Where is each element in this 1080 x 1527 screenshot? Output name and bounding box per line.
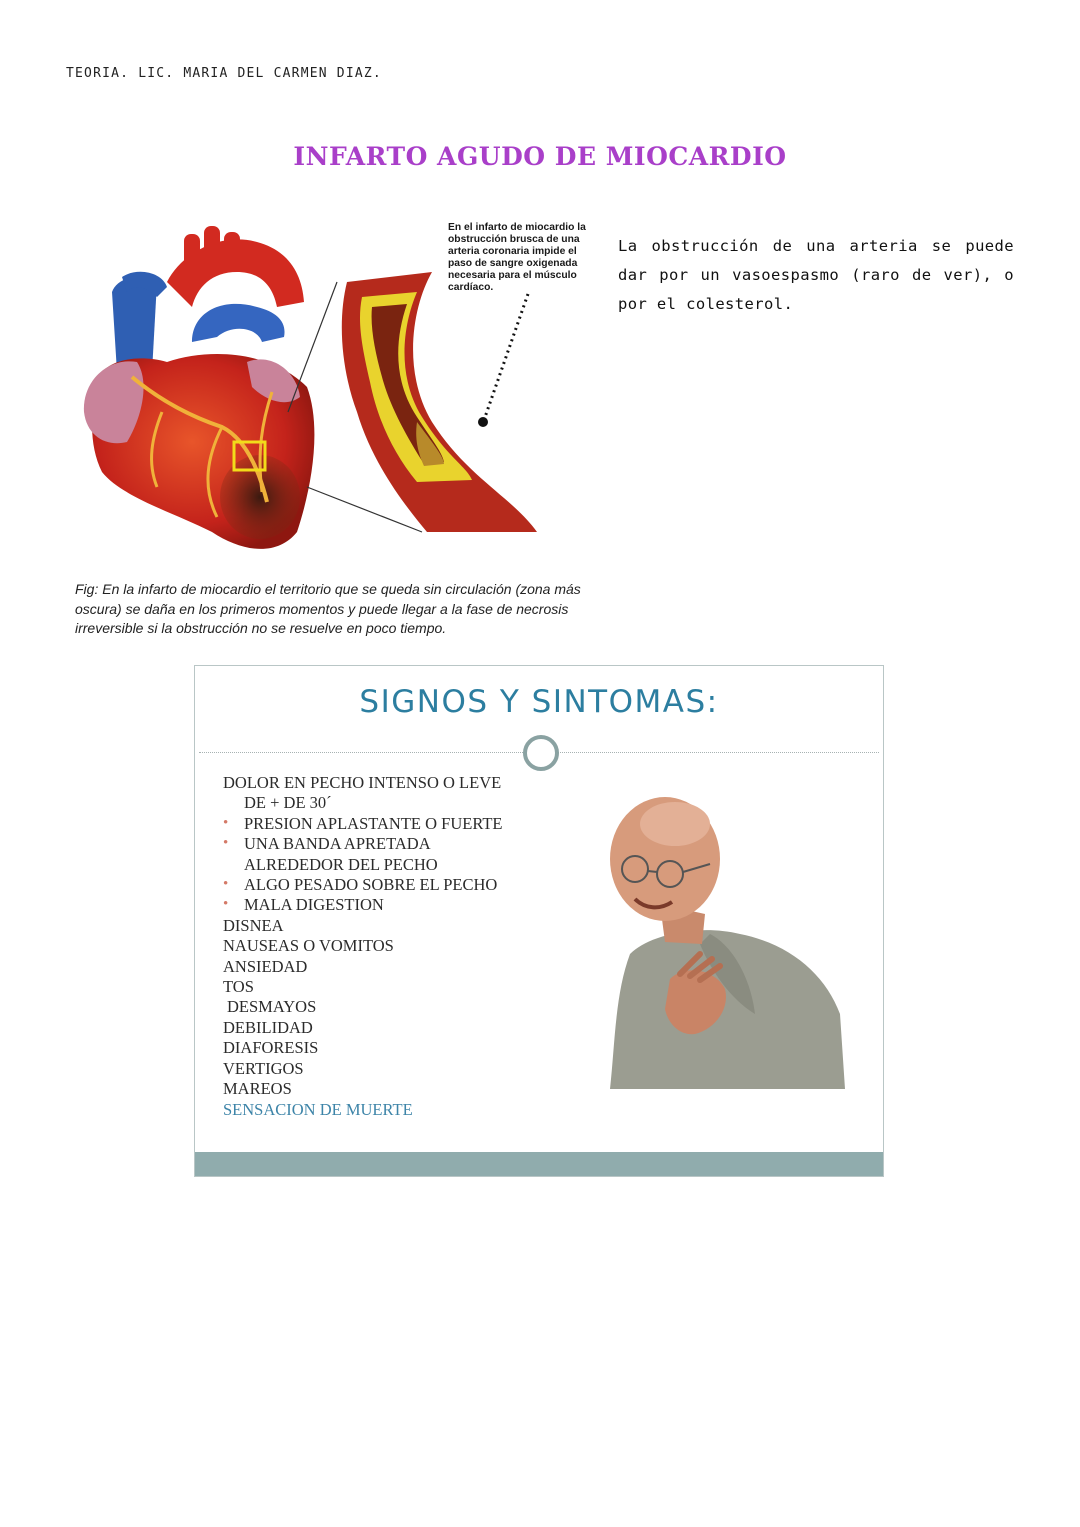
list-item: NAUSEAS O VOMITOS xyxy=(223,936,394,956)
figure-callout: En el infarto de miocardio la obstrucción brusca de una arteria coronaria impide el paso de sangre oxigenada necesaria para el músculo cardíaco. xyxy=(448,222,586,293)
heart-figure xyxy=(72,212,602,572)
list-item: TOS xyxy=(223,977,254,997)
list-item: DESMAYOS xyxy=(227,997,317,1017)
bullet-icon: • xyxy=(223,876,229,893)
list-item: ANSIEDAD xyxy=(223,956,308,976)
side-note: La obstrucción de una arteria se puede dar por un vasoespasmo (raro de ver), o por el colesterol. xyxy=(618,237,1014,313)
list-item: SENSACION DE MUERTE xyxy=(223,1099,413,1119)
list-item-label: MALA DIGESTION xyxy=(244,895,384,915)
list-item xyxy=(223,875,503,895)
list-item-label: ALGO PESADO SOBRE EL PECHO xyxy=(244,875,498,895)
header-note: TEORIA. LIC. MARIA DEL CARMEN DIAZ. xyxy=(66,66,382,81)
symptoms-slide xyxy=(194,665,884,1177)
list-item-label: PRESION APLASTANTE O FUERTE xyxy=(244,813,503,833)
list-item: VERTIGOS xyxy=(223,1058,304,1078)
list-item xyxy=(223,895,503,915)
list-item xyxy=(223,834,503,854)
bullet-icon: • xyxy=(223,896,229,913)
page-title: INFARTO AGUDO DE MIOCARDIO xyxy=(293,142,787,171)
list-item: DIAFORESIS xyxy=(223,1038,319,1058)
list-item: DEBILIDAD xyxy=(223,1017,313,1037)
list-item xyxy=(223,814,503,834)
bullet-icon: • xyxy=(223,835,229,852)
list-item: DISNEA xyxy=(223,915,284,935)
slide-title: SIGNOS Y SINTOMAS: xyxy=(359,684,719,720)
list-item: DOLOR EN PECHO INTENSO O LEVE xyxy=(223,773,502,792)
list-item: DE + DE 30´ xyxy=(244,793,332,813)
bullet-icon: • xyxy=(223,814,229,831)
list-item: MAREOS xyxy=(223,1079,292,1099)
list-item: ALREDEDOR DEL PECHO xyxy=(244,854,438,874)
circle-ornament-icon xyxy=(523,735,559,771)
figure-caption: Fig: En la infarto de miocardio el territorio que se queda sin circulación (zona más oscura) se daña en los primeros momentos y puede llegar a la fase de necrosis irreversible si la obstrucción no se resuelve en poco tiempo. xyxy=(75,581,581,636)
man-chest-pain-photo xyxy=(590,784,850,1094)
symptoms-list xyxy=(223,773,503,1120)
slide-footer-bar xyxy=(195,1152,883,1176)
list-item-label: UNA BANDA APRETADA xyxy=(244,834,431,854)
